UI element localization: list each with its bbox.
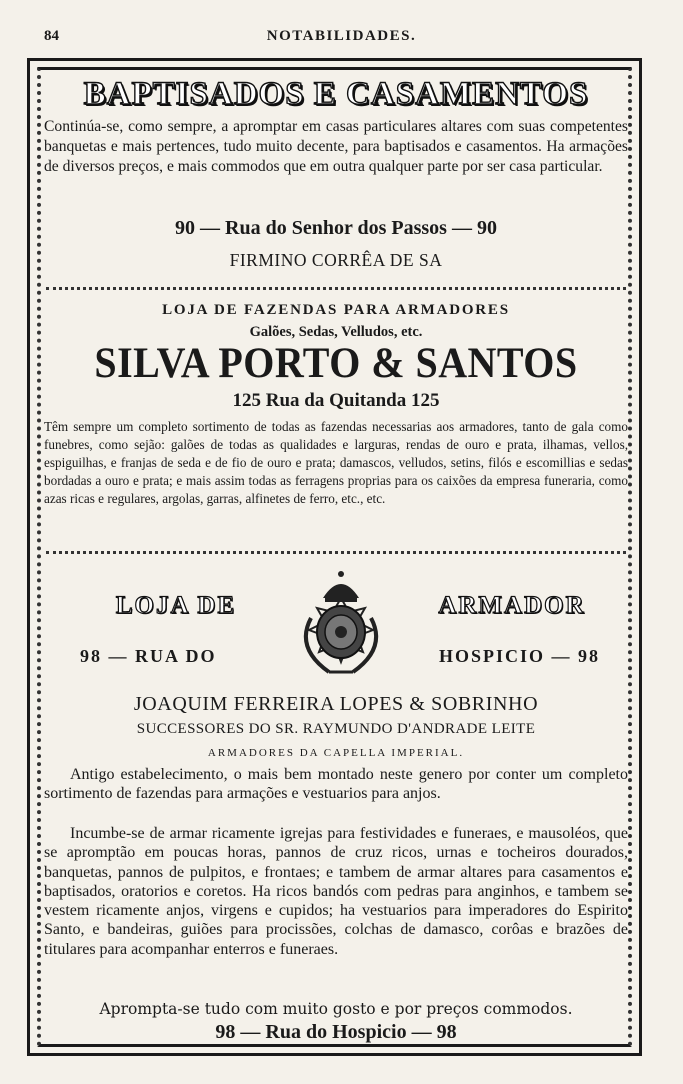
divider-2: [46, 551, 626, 554]
ad1-owner: FIRMINO CORRÊA DE SA: [229, 250, 443, 270]
ad2-goods: Galões, Sedas, Velludos, etc.: [249, 324, 423, 340]
ad3-address: 98 — Rua do Hospicio — 98: [215, 1021, 457, 1043]
imperial-crest-icon: [289, 568, 393, 684]
ad3-firm: JOAQUIM FERREIRA LOPES & SOBRINHO: [133, 693, 539, 715]
ad2-title: SILVA PORTO & SANTOS: [94, 340, 578, 387]
ad3-successors: SUCCESSORES DO SR. RAYMUNDO D'ANDRADE LEITE: [136, 721, 536, 737]
ad2-address: 125 Rua da Quitanda 125: [232, 390, 440, 411]
ad1-body: Continúa-se, como sempre, a apromptar em casas particulares altares com suas competentes banquetas e mais pertences, tudo muito decente, para baptisados e casamentos. Ha armações de diversos preços, e mais commodos que em outra qualquer parte por ser casa particular.: [44, 118, 628, 175]
ad3-paragraph-3: Apromptа-se tudo com muito gosto e por preços commodos.: [99, 1000, 573, 1018]
page-number: 84: [44, 28, 59, 44]
divider-1: [46, 287, 626, 290]
ad3-armadores: ARMADORES DA CAPELLA IMPERIAL.: [207, 747, 465, 759]
ad3-address-right: HOSPICIO — 98: [438, 646, 600, 666]
ad2-subheading: LOJA DE FAZENDAS PARA ARMADORES: [162, 302, 510, 318]
running-title: NOTABILIDADES.: [266, 28, 417, 44]
ad3-paragraph-1: Antigo estabelecimento, o mais bem montado neste genero por conter um completo sortimento de fazendas para armações e vestuarios para anjos.: [44, 766, 628, 802]
ad1-title: BAPTISADOS E CASAMENTOS: [83, 76, 589, 112]
page-header: [0, 28, 683, 50]
ad2-body: Têm sempre um completo sortimento de todas as fazendas necessarias aos armadores, tanto de gala como funebres, como sejão: galões de todas as qualidades e larguras, rendas de ouro e prata, ilhamas, vellos, espiguilhas, e franjas de seda e de fio de ouro e prata; damascos, velludos, setins, filós e escomillias e sedas bordadas a ouro e prata; e mais assim todas as ferragens proprias para os caixões da empresa funeraria, como azas ricas e regulares, argolas, garras, alfinetes de ferro, etc., etc.: [44, 419, 628, 506]
ad3-banner-right: ARMADOR: [438, 592, 586, 619]
ad3-banner-left: LOJA DE: [115, 592, 237, 619]
ad1-address: 90 — Rua do Senhor dos Passos — 90: [175, 217, 497, 239]
ad3-paragraph-2: Incumbe-se de armar ricamente igrejas para festividades e funeraes, e mausoléos, que se aprompt​ão em poucas horas, pannos de cruz ricos, urnas e tocheiros dourados, banquetas, pannos de pulpitos, e frontaes; e tambem de armar altares para casamentos e baptisados, oratorios e coretos. Ha ricos bandós com pedras para anginhos, e tambem se vestem ricamente anjos, virgens e cupidos; ha vestuarios para imperadores do Espirito Santo, e bandeiras, guiões para procissões, colchas de damasco, corôas e brazões de titulares para acompanhar enterros e funeraes.: [44, 825, 628, 958]
ad3-address-left: 98 — RUA DO: [80, 646, 217, 666]
